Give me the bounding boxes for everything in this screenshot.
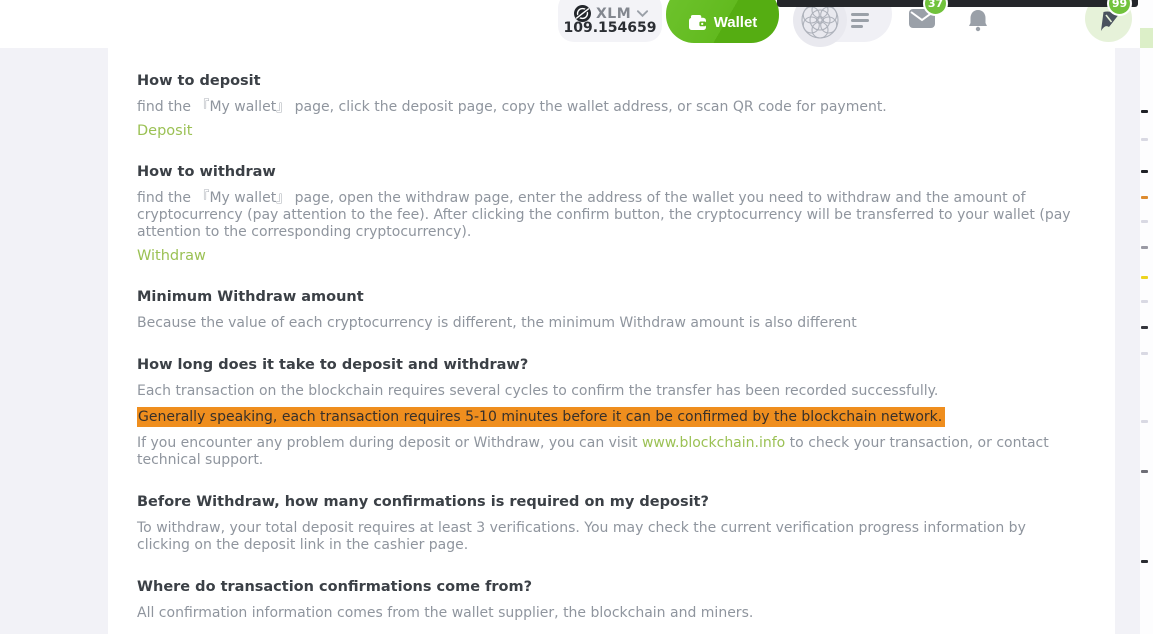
coin-symbol: XLM [596, 5, 632, 22]
wallet-icon [688, 14, 707, 31]
wallet-button-label: Wallet [713, 14, 758, 31]
faq-heading: Where do transaction confirmations come from? [137, 579, 533, 595]
mail-badge: 37 [923, 0, 948, 16]
minimap-mark [1141, 352, 1148, 355]
minimap-mark [1141, 560, 1148, 563]
faq-content [108, 48, 1115, 634]
faq-heading: How long does it take to deposit and withdraw? [137, 357, 529, 373]
faq-paragraph: find the 『My wallet』 page, open the withdraw page, enter the address of the wallet you need to withdraw and the amount of cryptocurrency (pay attention to the fee). After clicking the confirm button, the cryptocurrency will be transferred to your wallet (pay attention to the corresponding cryptocurrency). [137, 190, 1071, 240]
coin-balance: 109.154659 [563, 20, 657, 36]
minimap-mark [1141, 246, 1148, 249]
faq-heading: Minimum Withdraw amount [137, 289, 364, 305]
faq-paragraph: find the 『My wallet』 page, click the deposit page, copy the wallet address, or scan QR code for payment. [137, 99, 887, 115]
paragraph-text: If you encounter any problem during deposit or Withdraw, you can visit [137, 435, 642, 451]
faq-paragraph [137, 435, 1079, 469]
minimap-mark [1141, 276, 1148, 279]
bell-icon [967, 9, 989, 32]
top-dark-strip [777, 0, 1138, 7]
page-minimap-sliver [1140, 0, 1153, 634]
minimap-mark [1141, 110, 1148, 113]
coin-selector[interactable] [558, 0, 662, 42]
minimap-mark [1141, 326, 1148, 329]
paragraph-text: to check your transaction, or contact technical support. [137, 435, 1049, 468]
wallet-button[interactable] [666, 0, 779, 43]
notifications-button[interactable] [967, 9, 989, 35]
faq-paragraph: All confirmation information comes from the wallet supplier, the blockchain and miners. [137, 605, 754, 621]
faq-paragraph: Because the value of each cryptocurrency is different, the minimum Withdraw amount is also different [137, 315, 857, 331]
minimap-mark [1141, 170, 1148, 173]
minimap-mark [1141, 470, 1148, 473]
withdraw-link[interactable]: Withdraw [137, 248, 206, 264]
highlighted-text: Generally speaking, each transaction requires 5-10 minutes before it can be confirmed by the blockchain network. [137, 407, 945, 427]
deposit-link[interactable]: Deposit [137, 123, 193, 139]
blockchain-info-link[interactable]: www.blockchain.info [641, 435, 786, 451]
avatar[interactable] [793, 0, 847, 47]
faq-heading: Before Withdraw, how many confirmations is required on my deposit? [137, 494, 709, 510]
minimap-header-band [1140, 28, 1153, 48]
faq-highlight-paragraph [137, 409, 1079, 426]
minimap-mark [1141, 196, 1148, 199]
minimap-mark [1141, 220, 1148, 223]
faq-heading: How to withdraw [137, 164, 276, 180]
flag-badge: 99 [1107, 0, 1132, 16]
minimap-mark [1141, 300, 1148, 303]
faq-paragraph: Each transaction on the blockchain requires several cycles to confirm the transfer has been recorded successfully. [137, 383, 939, 399]
minimap-mark [1141, 138, 1148, 141]
chevron-down-icon [636, 9, 649, 18]
faq-heading: How to deposit [137, 73, 261, 89]
minimap-mark [1141, 420, 1148, 423]
hamburger-menu-icon[interactable] [851, 13, 869, 28]
faq-paragraph: To withdraw, your total deposit requires at least 3 verifications. You may check the current verification progress information by clicking on the deposit link in the cashier page. [137, 520, 1026, 553]
